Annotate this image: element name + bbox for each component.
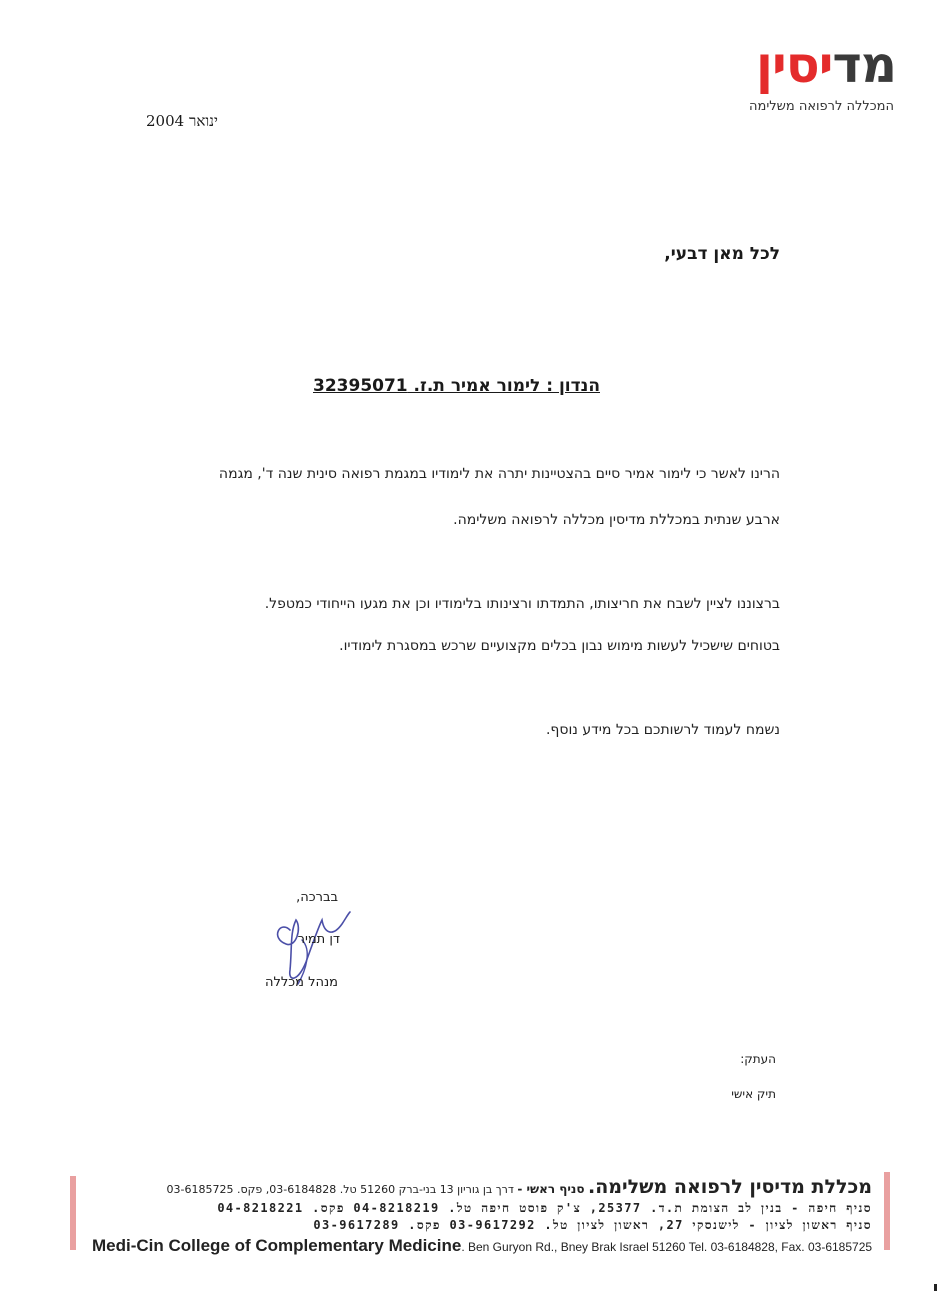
footer-main-branch-label: סניף ראשי -: [517, 1182, 585, 1196]
footer-address-en: . Ben Guryon Rd., Bney Brak Israel 51260 Tel. 03-6184828, Fax. 03-6185725: [461, 1240, 873, 1254]
letter-date: ינואר 2004: [146, 112, 218, 130]
footer-accent-right: [884, 1172, 890, 1250]
letter-greeting: לכל מאן דבעי,: [664, 244, 780, 264]
closing: בברכה,: [296, 890, 338, 905]
letter-subject: הנדון : לימור אמיר ת.ז. 32395071: [313, 376, 600, 396]
footer-college-name-en: Medi-Cin College of Complementary Medicine: [92, 1236, 462, 1255]
footer-line-main: [167, 1176, 873, 1198]
body-line-5: נשמח לעמוד לרשותכם בכל מידע נוסף.: [545, 722, 780, 738]
body-line-2: ארבע שנתית במכללת מדיסין מכללה לרפואה משלימה.: [453, 512, 780, 528]
footer-accent-left: [70, 1176, 76, 1250]
cc-label: העתק:: [740, 1052, 776, 1066]
footer-main-branch-details: דרך בן גוריון 13 בני-ברק 51260 טל. 03-6184828, פקס. 03-6185725: [166, 1183, 514, 1196]
scan-edge-mark: [934, 1284, 937, 1291]
signer-role: מנהל מכללה: [264, 975, 338, 990]
body-line-1: הרינו לאשר כי לימור אמיר סיים בהצטיינות יתרה את לימודיו במגמת רפואה סינית שנה ד', מגמה: [218, 466, 780, 482]
signer-name: דן תמיר: [297, 932, 340, 947]
footer-rishon-branch: סניף ראשון לציון - לישנסקי 27, ראשון לציון טל. 03-9617292 פקס. 03-9617289: [313, 1218, 872, 1232]
footer-line-english: [92, 1236, 872, 1256]
body-line-4: בטוחים שישכיל לעשות מימוש נבון בכלים מקצועיים שרכש במסגרת לימודיו.: [339, 638, 780, 654]
footer-college-name-he: מכללת מדיסין לרפואה משלימה.: [588, 1176, 872, 1198]
college-logo: [696, 34, 896, 104]
footer-haifa-branch: סניף חיפה - בנין לב הצומת ת.ד. 25377, צ'ק פוסט חיפה טל. 04-8218219 פקס. 04-8218221: [217, 1201, 872, 1215]
logo-subtitle: המכללה לרפואה משלימה: [749, 99, 894, 114]
logo-word-part1: מד: [832, 36, 896, 94]
body-line-3: ברצוננו לציין לשבח את חריצותו, התמדתו ורצינותו בלימודיו וכן את מגעו הייחודי כמטפל.: [264, 596, 780, 612]
logo-word-part2: יסין: [755, 36, 833, 94]
cc-value: תיק אישי: [731, 1087, 776, 1101]
